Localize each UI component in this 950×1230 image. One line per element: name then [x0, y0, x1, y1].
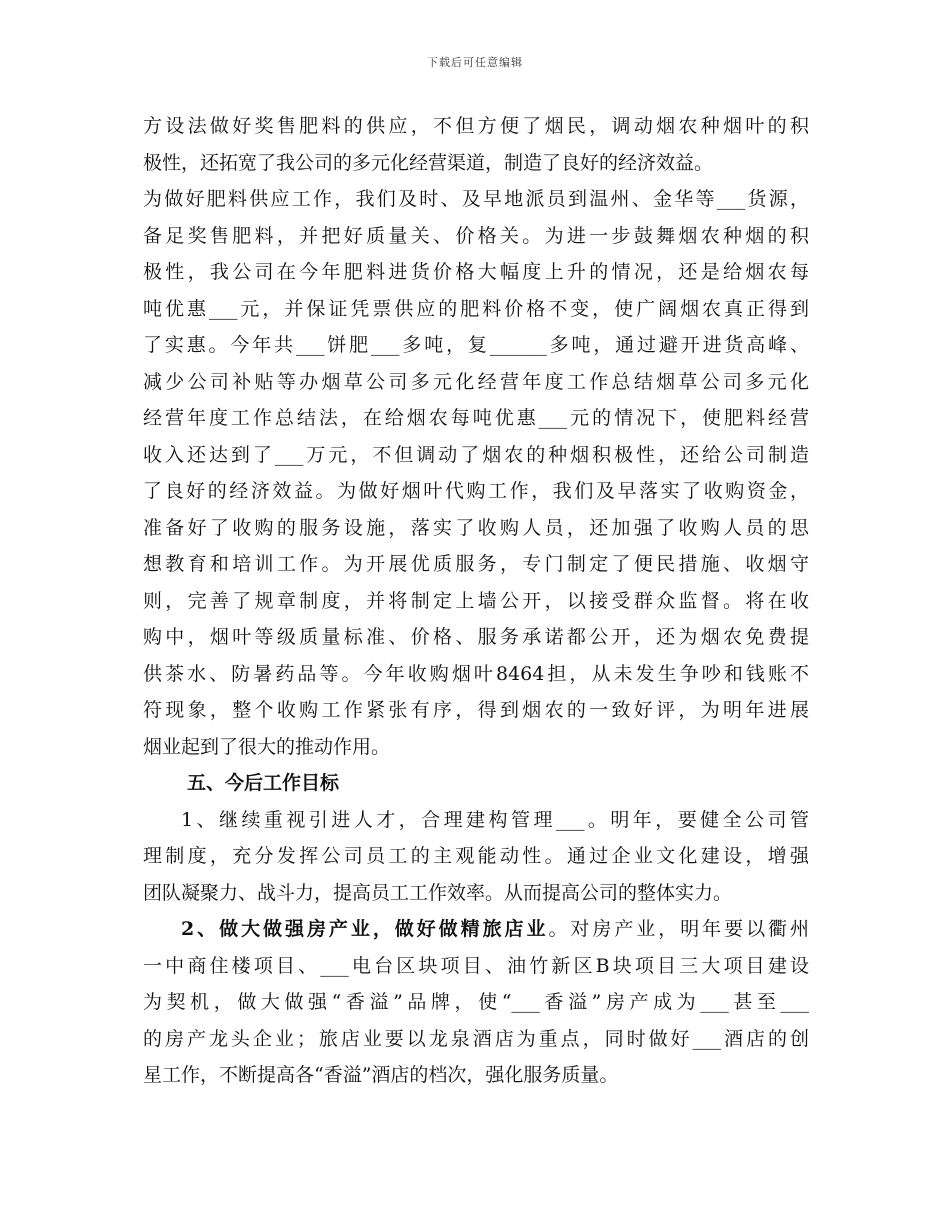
- item-2-line: 星工作，不断提高各“香溢”酒店的档次，强化服务质量。: [143, 1064, 619, 1086]
- item-1-line: 团队凝聚力、战斗力，提高员工工作效率。从而提高公司的整体实力。: [143, 881, 733, 904]
- page-header: 下载后可任意编辑: [427, 56, 523, 69]
- paragraph-line: 收入还达到了___万元，不但调动了烟农的种烟积极性，还给公司制造: [143, 443, 809, 466]
- paragraph-line: 了良好的经济效益。为做好烟叶代购工作，我们及早落实了收购资金，: [143, 480, 809, 502]
- item-2-first-line: [143, 911, 809, 948]
- paragraph-line: 则，完善了规章制度，并将制定上墙公开，以接受群众监督。将在收: [143, 589, 809, 612]
- item-2-line: 为契机，做大做强“香溢”品牌，使“___香溢”房产成为___甚至___: [143, 991, 809, 1013]
- paragraph-line: 极性，我公司在今年肥料进货价格大幅度上升的情况，还是给烟农每: [143, 261, 809, 283]
- paragraph-line: 了实惠。今年共___饼肥___多吨，复______多吨，通过避开进货高峰、: [143, 334, 809, 356]
- item-1-line: 理制度，充分发挥公司员工的主观能动性。通过企业文化建设，增强: [143, 845, 809, 867]
- item-2-line: 一中商住楼项目、___电台区块项目、油竹新区B块项目三大项目建设: [143, 954, 809, 977]
- item-1-line: 1、继续重视引进人才，合理建构管理___。明年，要健全公司管: [181, 808, 809, 831]
- document-body: [143, 108, 809, 1094]
- paragraph-line: 为做好肥料供应工作，我们及时、及早地派员到温州、金华等___货源，: [143, 188, 809, 210]
- paragraph-line: 备足奖售肥料，并把好质量关、价格关。为进一步鼓舞烟农种烟的积: [143, 224, 809, 247]
- paragraph-line: 经营年度工作总结法，在给烟农每吨优惠___元的情况下，使肥料经营: [143, 407, 809, 429]
- paragraph-line: 减少公司补贴等办烟草公司多元化经营年度工作总结烟草公司多元化: [143, 370, 809, 393]
- paragraph-line: 准备好了收购的服务设施，落实了收购人员，还加强了收购人员的思: [143, 516, 809, 539]
- paragraph-line: 供茶水、防暑药品等。今年收购烟叶8464担，从未发生争吵和钱账不: [143, 662, 809, 685]
- paragraph-line: 吨优惠___元，并保证凭票供应的肥料价格不变，使广阔烟农真正得到: [143, 297, 809, 320]
- section-heading: 五、今后工作目标: [187, 772, 340, 794]
- paragraph-line: 符现象，整个收购工作紧张有序，得到烟农的一致好评，为明年进展: [143, 699, 809, 721]
- item-2-first-line-rest: 。对房产业，明年要以衢州: [548, 918, 809, 940]
- item-2-line: 的房产龙头企业；旅店业要以龙泉酒店为重点，同时做好___酒店的创: [143, 1027, 809, 1050]
- paragraph-line: 烟业起到了很大的推动作用。: [143, 735, 391, 758]
- paragraph-line: 想教育和培训工作。为开展优质服务，专门制定了便民措施、收烟守: [143, 553, 809, 575]
- item-2-bold-lead: 2、做大做强房产业，做好做精旅店业: [181, 918, 549, 940]
- paragraph-line: 方设法做好奖售肥料的供应，不但方便了烟民，调动烟农种烟叶的积: [143, 115, 809, 137]
- paragraph-line: 极性，还拓宽了我公司的多元化经营渠道，制造了良好的经济效益。: [143, 151, 714, 174]
- paragraph-line: 购中，烟叶等级质量标准、价格、服务承诺都公开，还为烟农免费提: [143, 626, 809, 648]
